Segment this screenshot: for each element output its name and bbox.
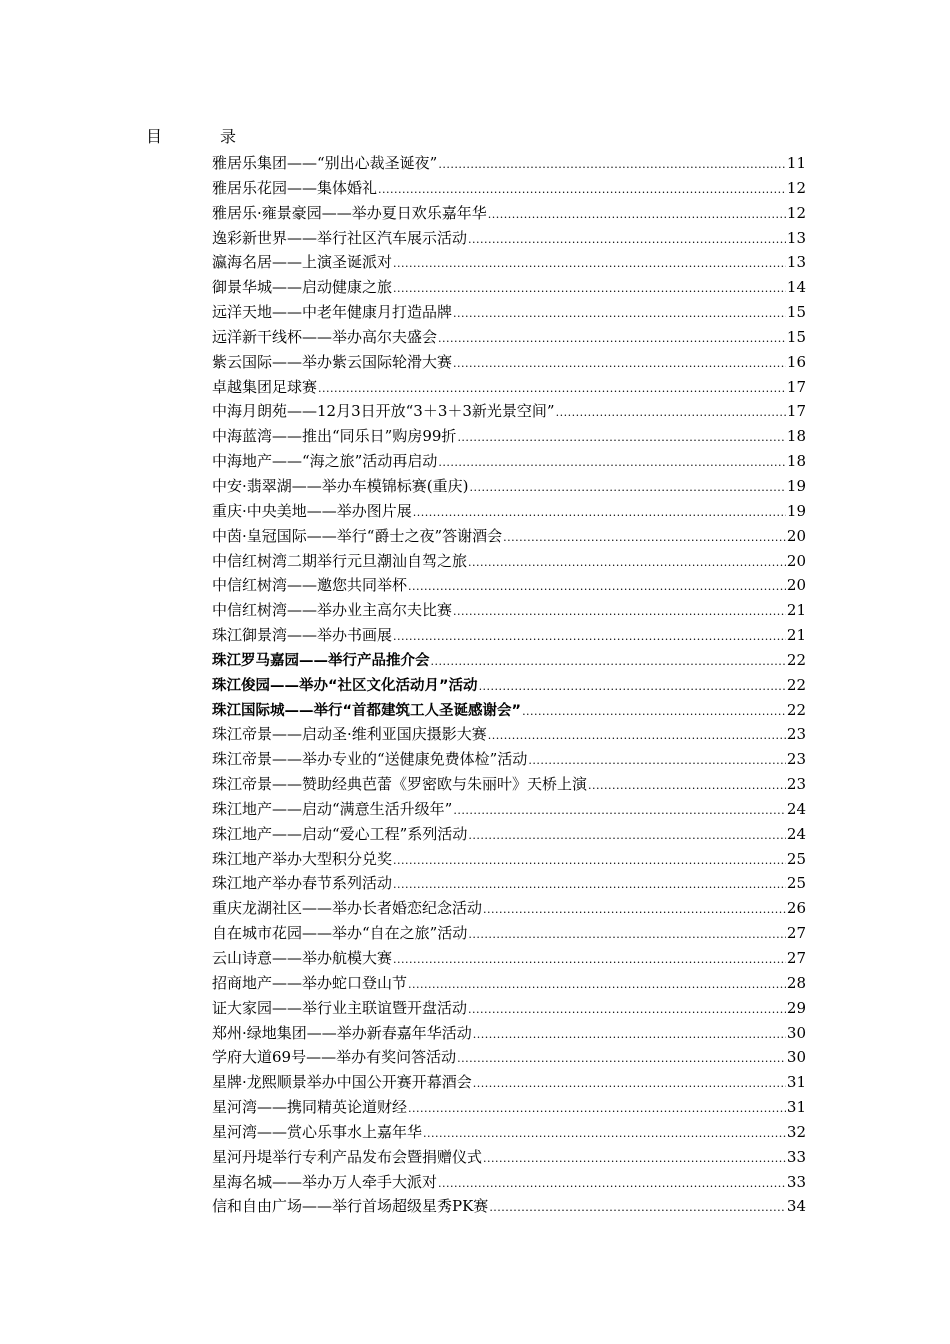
toc-dot-leader bbox=[393, 277, 786, 302]
toc-entry-title: 珠江罗马嘉园——举行产品推介会 bbox=[212, 652, 430, 669]
toc-entry-title: 雅居乐集团——“别出心裁圣诞夜” bbox=[212, 154, 438, 172]
toc-entry-page-number: 21 bbox=[786, 626, 806, 645]
toc-dot-leader bbox=[453, 302, 786, 327]
toc-entry-page-number: 14 bbox=[786, 278, 806, 297]
toc-dot-leader bbox=[468, 998, 786, 1023]
toc-entry-page-number: 20 bbox=[786, 551, 806, 570]
toc-entry[interactable] bbox=[212, 598, 806, 623]
toc-entry-title: 中安·翡翠湖——举办车模锦标赛(重庆) bbox=[212, 476, 469, 495]
toc-entry-page-number: 16 bbox=[786, 352, 806, 371]
toc-entry-title: 云山诗意——举办航模大赛 bbox=[212, 949, 393, 967]
toc-entry-page-number: 17 bbox=[786, 377, 806, 396]
toc-entry-page-number: 27 bbox=[786, 924, 806, 943]
toc-entry-title: 紫云国际——举办紫云国际轮滑大赛 bbox=[212, 352, 453, 371]
toc-entry-page-number: 23 bbox=[786, 725, 806, 744]
toc-entry-title: 信和自由广场——举行首场超级星秀PK赛 bbox=[212, 1197, 489, 1216]
toc-entry-page-number: 15 bbox=[786, 327, 806, 346]
toc-entry-page-number: 23 bbox=[786, 750, 806, 769]
toc-entry-title: 御景华城——启动健康之旅 bbox=[212, 278, 393, 297]
toc-entry[interactable] bbox=[212, 573, 806, 598]
toc-dot-leader bbox=[423, 1122, 786, 1147]
toc-entry-page-number: 22 bbox=[786, 675, 806, 694]
toc-entry-title: 学府大道69号——举办有奖问答活动 bbox=[212, 1048, 457, 1067]
toc-dot-leader bbox=[468, 228, 786, 253]
toc-entry[interactable] bbox=[212, 275, 806, 300]
toc-dot-leader bbox=[318, 377, 786, 402]
toc-dot-leader bbox=[393, 948, 786, 973]
toc-entry[interactable] bbox=[212, 847, 806, 872]
toc-dot-leader bbox=[408, 575, 786, 600]
toc-entry[interactable] bbox=[212, 623, 806, 648]
toc-entry-title: 星河湾——赏心乐事水上嘉年华 bbox=[212, 1122, 423, 1141]
toc-entry-title: 中信红树湾——举办业主高尔夫比赛 bbox=[212, 601, 453, 620]
toc-entry-title: 中信红树湾二期举行元旦潮汕自驾之旅 bbox=[212, 551, 468, 570]
toc-entry-title: 重庆·中央美地——举办图片展 bbox=[212, 501, 412, 520]
toc-entry-page-number: 28 bbox=[786, 973, 806, 992]
toc-entry-title: 珠江帝景——举办专业的“送健康免费体检”活动 bbox=[212, 750, 528, 769]
toc-entry-page-number: 33 bbox=[786, 1147, 806, 1166]
toc-entry[interactable] bbox=[212, 871, 806, 896]
toc-entry-page-number: 31 bbox=[786, 1098, 806, 1117]
toc-entry[interactable] bbox=[212, 201, 806, 226]
toc-entry-page-number: 19 bbox=[786, 501, 806, 520]
toc-entry[interactable] bbox=[212, 1095, 806, 1120]
toc-entry-title: 远洋新干线杯——举办高尔夫盛会 bbox=[212, 327, 438, 346]
toc-entry-page-number: 11 bbox=[786, 154, 806, 172]
toc-entry-title: 中茵·皇冠国际——举行“爵士之夜”答谢酒会 bbox=[212, 526, 503, 545]
toc-entry-title: 星河湾——携同精英论道财经 bbox=[212, 1098, 408, 1117]
toc-entry[interactable] bbox=[212, 1045, 806, 1070]
toc-entry-page-number: 19 bbox=[786, 476, 806, 495]
toc-entry-title: 珠江国际城——举行“首都建筑工人圣诞感谢会” bbox=[212, 702, 522, 719]
toc-dot-leader bbox=[393, 873, 786, 898]
toc-entry-page-number: 12 bbox=[786, 203, 806, 222]
toc-entry-page-number: 23 bbox=[786, 775, 806, 794]
toc-dot-leader bbox=[431, 650, 786, 675]
toc-entry-title: 自在城市花园——举办“自在之旅”活动 bbox=[212, 924, 468, 943]
toc-entry[interactable] bbox=[212, 300, 806, 325]
toc-dot-leader bbox=[408, 973, 786, 998]
toc-entry-page-number: 20 bbox=[786, 576, 806, 595]
toc-dot-leader bbox=[453, 799, 786, 824]
toc-entry-page-number: 17 bbox=[786, 402, 806, 421]
toc-entry[interactable] bbox=[212, 474, 806, 499]
toc-entry-title: 星河丹堤举行专利产品发布会暨捐赠仪式 bbox=[212, 1147, 483, 1166]
toc-entry-title: 珠江御景湾——举办书画展 bbox=[212, 626, 393, 645]
toc-dot-leader bbox=[378, 178, 786, 203]
toc-dot-leader bbox=[453, 600, 786, 625]
toc-entry[interactable] bbox=[212, 1170, 806, 1195]
toc-entry-page-number: 12 bbox=[786, 178, 806, 197]
toc-entry[interactable] bbox=[212, 822, 806, 847]
toc-dot-leader bbox=[479, 675, 786, 700]
toc-entry[interactable] bbox=[212, 499, 806, 524]
toc-entry[interactable] bbox=[212, 797, 806, 822]
toc-dot-leader bbox=[483, 898, 786, 923]
toc-entry-title: 珠江地产——启动“爱心工程”系列活动 bbox=[212, 824, 468, 843]
toc-entry-page-number: 18 bbox=[786, 427, 806, 446]
toc-entry-title: 郑州·绿地集团——举办新春嘉年华活动 bbox=[212, 1023, 472, 1042]
toc-entry[interactable] bbox=[212, 424, 806, 449]
toc-heading bbox=[146, 126, 237, 148]
toc-entry-title: 雅居乐花园——集体婚礼 bbox=[212, 178, 378, 197]
toc-entry-page-number: 29 bbox=[786, 998, 806, 1017]
toc-entry[interactable] bbox=[212, 1145, 806, 1170]
toc-dot-leader bbox=[522, 700, 786, 725]
toc-entry[interactable] bbox=[212, 772, 806, 797]
toc-entry-title: 珠江帝景——启动圣·维利亚国庆摄影大赛 bbox=[212, 725, 487, 744]
toc-entry-page-number: 13 bbox=[786, 253, 806, 272]
toc-dot-leader bbox=[468, 551, 786, 576]
toc-entry[interactable] bbox=[212, 971, 806, 996]
toc-entry[interactable] bbox=[212, 449, 806, 474]
toc-entry-title: 中海蓝湾——推出“同乐日”购房99折 bbox=[212, 427, 457, 446]
toc-entry[interactable] bbox=[212, 698, 806, 723]
toc-dot-leader bbox=[457, 426, 785, 451]
toc-dot-leader bbox=[489, 1196, 786, 1221]
toc-entry-title: 珠江地产举办春节系列活动 bbox=[212, 874, 393, 893]
toc-dot-leader bbox=[393, 849, 786, 874]
toc-entry-title: 珠江地产举办大型积分兑奖 bbox=[212, 849, 393, 868]
toc-dot-leader bbox=[413, 501, 786, 526]
toc-entry-title: 招商地产——举办蛇口登山节 bbox=[212, 973, 408, 992]
toc-entry-page-number: 21 bbox=[786, 601, 806, 620]
toc-entry-page-number: 20 bbox=[786, 526, 806, 545]
toc-dot-leader bbox=[438, 153, 786, 178]
toc-entry-title: 中海月朗苑——12月3日开放“3＋3＋3新光景空间” bbox=[212, 402, 555, 421]
toc-dot-leader bbox=[457, 1047, 786, 1072]
toc-entry-page-number: 33 bbox=[786, 1172, 806, 1191]
toc-dot-leader bbox=[438, 327, 786, 352]
toc-entry-page-number: 27 bbox=[786, 949, 806, 967]
toc-entry-title: 卓越集团足球赛 bbox=[212, 377, 318, 396]
toc-entry[interactable] bbox=[212, 524, 806, 549]
toc-entry[interactable] bbox=[212, 1120, 806, 1145]
toc-entry[interactable] bbox=[212, 549, 806, 574]
toc-entry[interactable] bbox=[212, 1070, 806, 1095]
toc-entry-title: 珠江俊园——举办“社区文化活动月”活动 bbox=[212, 677, 478, 694]
toc-dot-leader bbox=[438, 1172, 786, 1197]
toc-entry-title: 星海名城——举办万人牵手大派对 bbox=[212, 1172, 438, 1191]
toc-entry[interactable] bbox=[212, 747, 806, 772]
toc-entry-title: 证大家园——举行业主联谊暨开盘活动 bbox=[212, 998, 468, 1017]
toc-entry[interactable] bbox=[212, 399, 806, 424]
toc-dot-leader bbox=[408, 1097, 786, 1122]
toc-entry-title: 瀛海名居——上演圣诞派对 bbox=[212, 253, 393, 272]
toc-entry-page-number: 24 bbox=[786, 799, 806, 818]
toc-dot-leader bbox=[469, 476, 785, 501]
toc-entry[interactable] bbox=[212, 722, 806, 747]
toc-entry-page-number: 26 bbox=[786, 899, 806, 918]
toc-entry-page-number: 25 bbox=[786, 849, 806, 868]
toc-entry-title: 星牌·龙熙顺景举办中国公开赛开幕酒会 bbox=[212, 1073, 472, 1092]
toc-entry[interactable] bbox=[212, 375, 806, 400]
toc-entry-page-number: 24 bbox=[786, 824, 806, 843]
toc-entry-page-number: 31 bbox=[786, 1073, 806, 1092]
toc-dot-leader bbox=[468, 824, 786, 849]
toc-entry-page-number: 15 bbox=[786, 303, 806, 322]
toc-dot-leader bbox=[393, 625, 786, 650]
toc-entry-page-number: 22 bbox=[786, 650, 806, 669]
toc-entry-title: 雅居乐·雍景豪园——举办夏日欢乐嘉年华 bbox=[212, 203, 487, 222]
toc-entry-page-number: 25 bbox=[786, 874, 806, 893]
toc-entry-page-number: 30 bbox=[786, 1023, 806, 1042]
toc-dot-leader bbox=[473, 1072, 786, 1097]
toc-entry-page-number: 22 bbox=[786, 700, 806, 719]
toc-dot-leader bbox=[393, 252, 786, 277]
toc-dot-leader bbox=[488, 203, 786, 228]
toc-entry[interactable] bbox=[212, 1021, 806, 1046]
toc-dot-leader bbox=[588, 774, 786, 799]
toc-dot-leader bbox=[438, 451, 786, 476]
toc-entry-title: 珠江地产——启动“满意生活升级年” bbox=[212, 799, 453, 818]
toc-entry-title: 中信红树湾——邀您共同举杯 bbox=[212, 576, 408, 595]
toc-entry[interactable] bbox=[212, 673, 806, 698]
toc-entry-page-number: 18 bbox=[786, 452, 806, 471]
toc-dot-leader bbox=[483, 1147, 786, 1172]
toc-dot-leader bbox=[528, 749, 786, 774]
table-of-contents bbox=[212, 151, 806, 1219]
toc-entry[interactable] bbox=[212, 648, 806, 673]
toc-dot-leader bbox=[473, 1023, 786, 1048]
toc-heading-char-1: 目 bbox=[146, 127, 163, 146]
toc-dot-leader bbox=[453, 352, 786, 377]
toc-entry-title: 远洋天地——中老年健康月打造品牌 bbox=[212, 303, 453, 322]
toc-entry[interactable] bbox=[212, 151, 806, 176]
toc-entry-title: 逸彩新世界——举行社区汽车展示活动 bbox=[212, 228, 468, 247]
toc-entry[interactable] bbox=[212, 226, 806, 251]
toc-entry-title: 中海地产——“海之旅”活动再启动 bbox=[212, 452, 438, 471]
toc-dot-leader bbox=[488, 724, 786, 749]
toc-entry[interactable] bbox=[212, 896, 806, 921]
toc-entry[interactable] bbox=[212, 1194, 806, 1219]
toc-entry[interactable] bbox=[212, 921, 806, 946]
toc-entry[interactable] bbox=[212, 325, 806, 350]
toc-entry-title: 珠江帝景——赞助经典芭蕾《罗密欧与朱丽叶》天桥上演 bbox=[212, 775, 588, 794]
toc-heading-char-2: 录 bbox=[220, 127, 237, 146]
toc-dot-leader bbox=[556, 401, 786, 426]
toc-entry-page-number: 13 bbox=[786, 228, 806, 247]
toc-entry-page-number: 32 bbox=[786, 1122, 806, 1141]
toc-dot-leader bbox=[503, 526, 786, 551]
toc-entry-title: 重庆龙湖社区——举办长者婚恋纪念活动 bbox=[212, 899, 483, 918]
toc-entry[interactable] bbox=[212, 946, 806, 971]
toc-entry[interactable] bbox=[212, 350, 806, 375]
toc-entry[interactable] bbox=[212, 996, 806, 1021]
toc-dot-leader bbox=[468, 923, 786, 948]
toc-entry[interactable] bbox=[212, 250, 806, 275]
toc-entry-page-number: 30 bbox=[786, 1048, 806, 1067]
toc-entry-page-number: 34 bbox=[786, 1197, 806, 1216]
toc-entry[interactable] bbox=[212, 176, 806, 201]
